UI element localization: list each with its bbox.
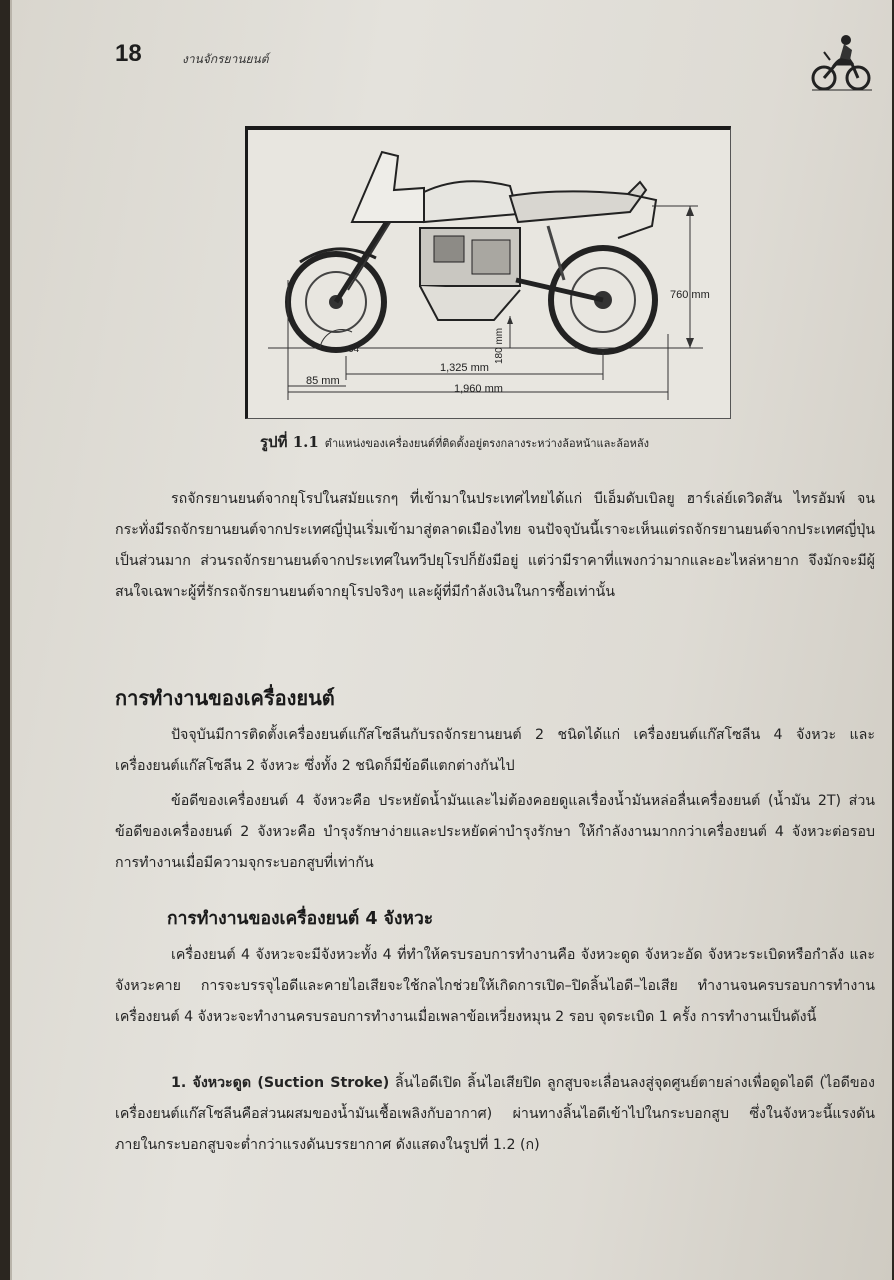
dim-front-label: 85 mm xyxy=(306,375,340,387)
dim-angle-label: 64 xyxy=(348,344,360,355)
book-page xyxy=(10,0,892,1280)
dim-length-label: 1,960 mm xyxy=(454,383,503,395)
section-heading: การทำงานของเครื่องยนต์ xyxy=(115,686,335,710)
section-paragraph-2: ข้อดีของเครื่องยนต์ 4 จังหวะคือ ประหยัดน้ำมันและไม่ต้องคอยดูแลเรื่องน้ำมันหล่อลื่นเครื่องยนต์ (น้ำมัน 2T) ส่วนข้อดีของเครื่องยนต์ 2 จังหวะคือ บำรุงรักษาง่ายและประหยัดค่าบำรุงรักษา ให้กำลังงานมากกว่าเครื่องยนต์ 4 จังหวะต่อรอบการทำงานเมื่อมีความจุกระบอกสูบที่เท่ากัน xyxy=(115,793,875,871)
step-1-title: 1. จังหวะดูด (Suction Stroke) xyxy=(171,1075,390,1091)
figure-caption-label: รูปที่ 1.1 xyxy=(260,433,319,451)
dim-height-label: 760 mm xyxy=(670,289,710,301)
step-1-paragraph xyxy=(115,1068,875,1161)
section-paragraph-1: ปัจจุบันมีการติดตั้งเครื่องยนต์แก๊สโซลีนกับรถจักรยานยนต์ 2 ชนิดได้แก่ เครื่องยนต์แก๊สโซลีน 4 จังหวะ และเครื่องยนต์แก๊สโซลีน 2 จังหวะ ซึ่งทั้ง 2 ชนิดก็มีข้อดีแตกต่างกันไป xyxy=(115,727,875,774)
subsection-paragraph: เครื่องยนต์ 4 จังหวะจะมีจังหวะทั้ง 4 ที่ทำให้ครบรอบการทำงานคือ จังหวะดูด จังหวะอัด จังหวะระเบิดหรือกำลัง และจังหวะคาย การจะบรรจุไอดีและคายไอเสียจะใช้กลไกช่วยให้เกิดการเปิด–ปิดลิ้นไอดี–ไอเสีย ทำงานจนครบรอบการทำงาน เครื่องยนต์ 4 จังหวะจะทำงานครบรอบการทำงานเมื่อเพลาข้อเหวี่ยงหมุน 2 รอบ จุดระเบิด 1 ครั้ง การทำงานเป็นดังนี้ xyxy=(115,947,875,1025)
dim-clearance-label: 180 mm xyxy=(494,327,505,364)
step-1-text: ลิ้นไอดีเปิด ลิ้นไอเสียปิด ลูกสูบจะเลื่อนลงสู่จุดศูนย์ตายล่างเพื่อดูดไอดี (ไอดีของเครื่องยนต์แก๊สโซลีนคือส่วนผสมของน้ำมันเชื้อเพลิงกับอากาศ) ผ่านทางลิ้นไอดีเข้าไปในกระบอกสูบ ซึ่งในจังหวะนี้แรงดันภายในกระบอกสูบจะต่ำกว่าแรงดันบรรยากาศ ดังแสดงในรูปที่ 1.2 (ก) xyxy=(115,1075,875,1153)
motorcycle-rider-icon xyxy=(810,32,874,94)
figure-motorcycle-dimensions xyxy=(245,126,731,419)
subsection-heading: การทำงานของเครื่องยนต์ 4 จังหวะ xyxy=(167,909,434,929)
motorcycle-diagram xyxy=(248,130,730,418)
intro-paragraph: รถจักรยานยนต์จากยุโรปในสมัยแรกๆ ที่เข้ามาในประเทศไทยได้แก่ บีเอ็มดับเบิลยู ฮาร์เล่ย์เดวิดสัน ไทรอัมพ์ จนกระทั่งมีรถจักรยานยนต์จากประเทศญี่ปุ่นเริ่มเข้ามาสู่ตลาดเมืองไทย จนปัจจุบันนี้เราจะเห็นแต่รถจักรยานยนต์จากประเทศญี่ปุ่นเป็นส่วนมาก ส่วนรถจักรยานยนต์จากประเทศในทวีปยุโรปก็ยังมีอยู่ แต่ว่ามีราคาที่แพงกว่ามากและอะไหล่หายาก จึงมักจะมีผู้สนใจเฉพาะผู้ที่รักรถจักรยานยนต์จากยุโรปจริงๆ และผู้ที่มีกำลังเงินในการซื้อเท่านั้น xyxy=(115,491,875,600)
page-number: 18 xyxy=(115,40,142,67)
figure-caption-text: ตำแหน่งของเครื่องยนต์ที่ติดตั้งอยู่ตรงกลางระหว่างล้อหน้าและล้อหลัง xyxy=(324,437,649,450)
dim-wheelbase-label: 1,325 mm xyxy=(440,362,489,374)
running-header: งานจักรยานยนต์ xyxy=(182,52,269,66)
figure-caption xyxy=(260,430,860,454)
